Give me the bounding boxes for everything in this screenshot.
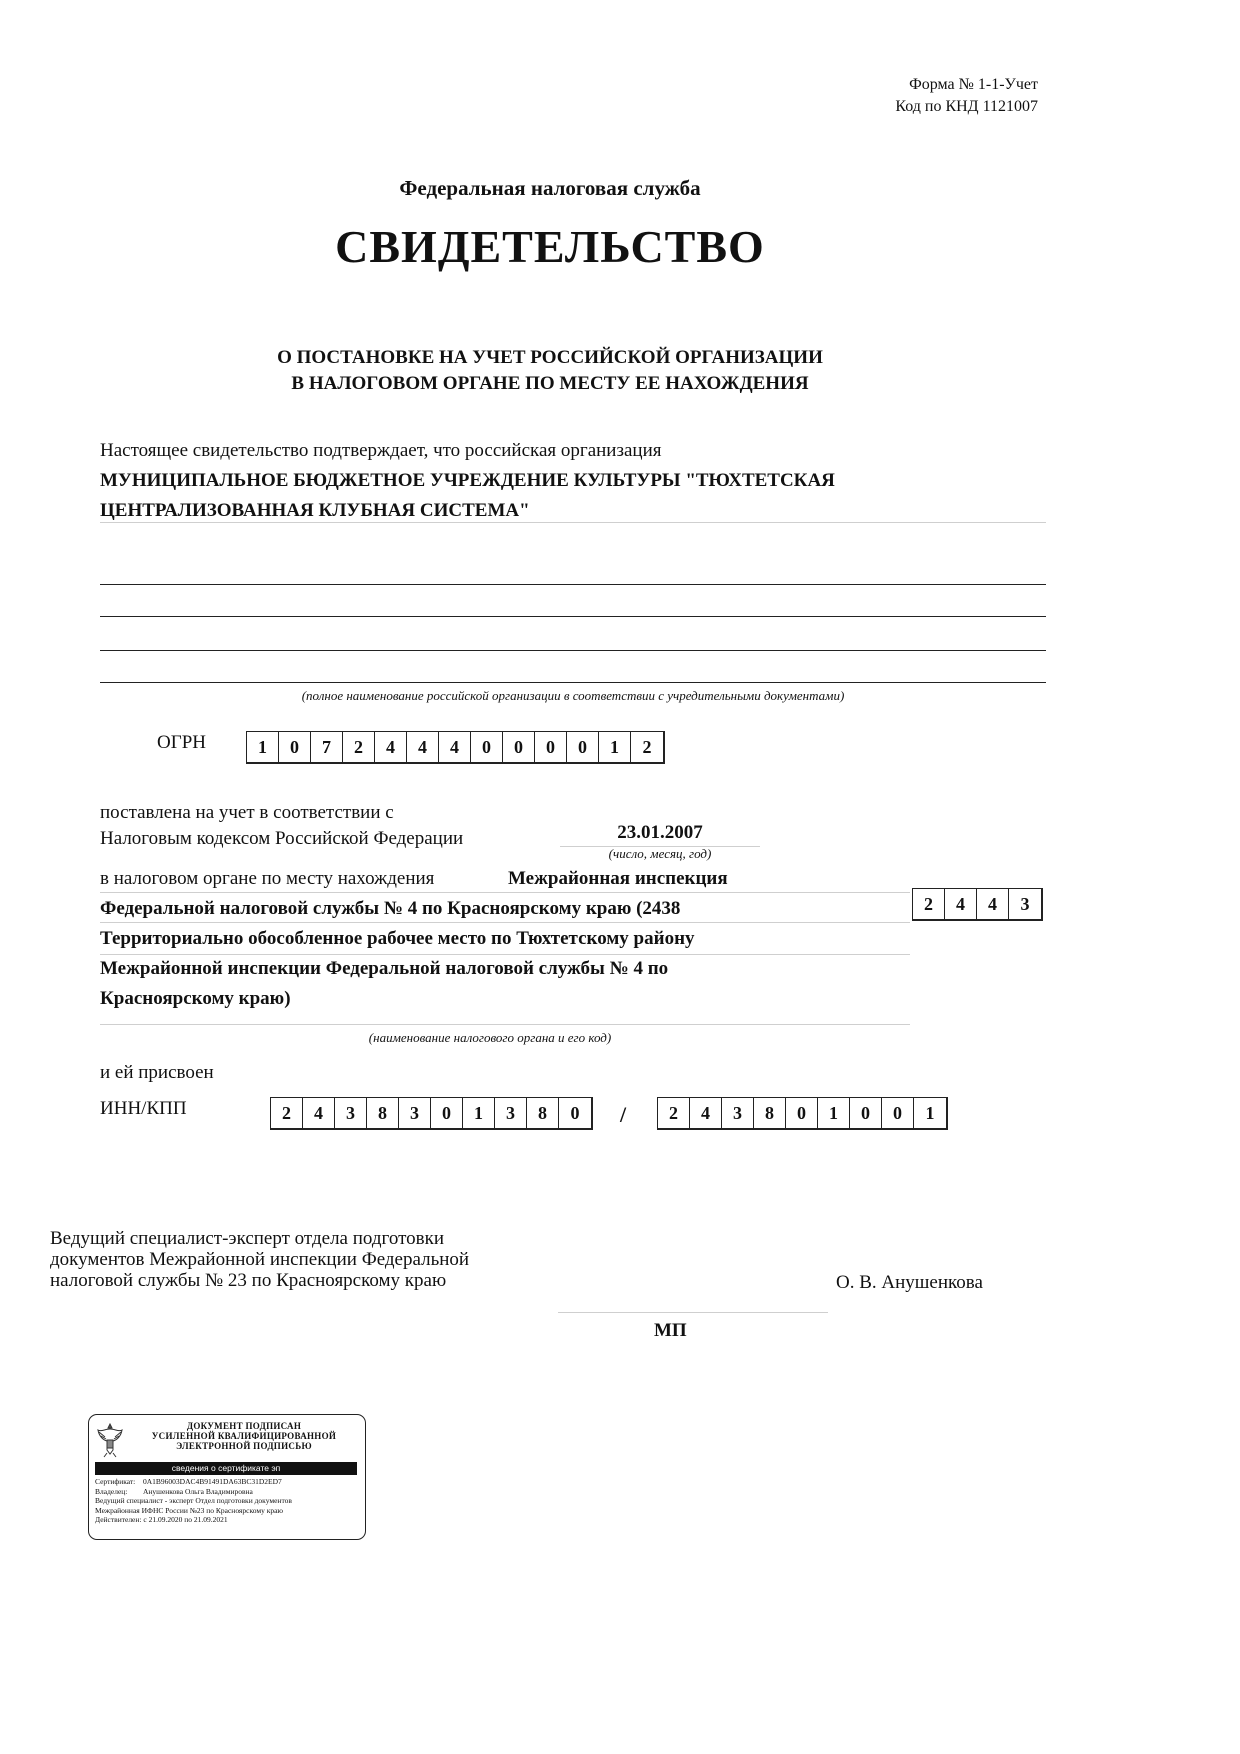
organization-line-1: МУНИЦИПАЛЬНОЕ БЮДЖЕТНОЕ УЧРЕЖДЕНИЕ КУЛЬТУРЫ "ТЮХТЕТСКАЯ: [100, 470, 835, 491]
kpp-digit: 8: [754, 1098, 786, 1128]
ogrn-digit: 4: [375, 732, 407, 762]
signatory-line-2: документов Межрайонной инспекции Федеральной: [50, 1249, 470, 1270]
stamp-title-line-1: ДОКУМЕНТ ПОДПИСАН: [186, 1421, 302, 1431]
inn-digit: 3: [495, 1098, 527, 1128]
ogrn-digit: 7: [311, 732, 343, 762]
divider: [100, 922, 910, 923]
signatory-position: [50, 1228, 469, 1291]
divider: [100, 1024, 910, 1025]
kpp-digit: 3: [722, 1098, 754, 1128]
signatory-line-1: Ведущий специалист-эксперт отдела подготовки: [50, 1228, 445, 1249]
kpp-digit: 1: [925, 1102, 935, 1123]
organization-note: (полное наименование российской организации в соответствии с учредительными документами): [301, 688, 845, 703]
inn-digit: 1: [463, 1098, 495, 1128]
cert-value: 0A1B96003DAC4B91491DA63BC31D2ED7: [143, 1477, 282, 1486]
inn-digit: 3: [399, 1098, 431, 1128]
inn-kpp-separator: /: [620, 1102, 627, 1127]
tax-code-digit: 2: [913, 889, 945, 919]
e-signature-stamp: [88, 1414, 366, 1540]
ogrn-digit: 0: [567, 732, 599, 762]
owner-label: Владелец:: [95, 1486, 128, 1496]
document-subtitle: [0, 345, 1100, 397]
stamp-title: [129, 1421, 359, 1451]
ogrn-digit: 0: [471, 732, 503, 762]
kpp-digit: 2: [658, 1098, 690, 1128]
ogrn-digit: 4: [407, 732, 439, 762]
form-header: [895, 74, 1038, 118]
signatory-name: О. В. Анушенкова: [836, 1272, 983, 1293]
blank-line: [100, 650, 1046, 651]
tax-authority-line-1: Межрайонная инспекция: [508, 868, 728, 889]
stamp-title-line-3: ЭЛЕКТРОННОЙ ПОДПИСЬЮ: [176, 1441, 312, 1451]
tax-authority-line-2: Федеральной налоговой службы № 4 по Красноярскому краю (2438: [100, 898, 681, 919]
subtitle-line-2: В НАЛОГОВОМ ОРГАНЕ ПО МЕСТУ ЕЕ НАХОЖДЕНИЯ: [291, 373, 809, 394]
inn-digit: 8: [527, 1098, 559, 1128]
validity: Действителен: с 21.09.2020 по 21.09.2021: [95, 1515, 228, 1525]
registered-line-2: Налоговым кодексом Российской Федерации: [100, 828, 464, 849]
kpp-digit: 0: [786, 1098, 818, 1128]
document-title: СВИДЕТЕЛЬСТВО: [335, 221, 765, 272]
inn-digit: 2: [271, 1098, 303, 1128]
subtitle-line-1: О ПОСТАНОВКЕ НА УЧЕТ РОССИЙСКОЙ ОРГАНИЗАЦИИ: [277, 347, 823, 368]
tax-code-digit: 3: [1020, 893, 1030, 914]
intro-text: Настоящее свидетельство подтверждает, что российская организация: [100, 440, 662, 461]
kpp-digit: 0: [850, 1098, 882, 1128]
ogrn-digit: 0: [503, 732, 535, 762]
stamp-details: [95, 1477, 292, 1525]
divider: [100, 522, 1046, 523]
tax-authority-line-5: Красноярскому краю): [100, 988, 291, 1009]
inn-digit: 0: [570, 1102, 580, 1123]
inn-kpp-label: ИНН/КПП: [100, 1098, 187, 1119]
signatory-line-3: налоговой службы № 23 по Красноярскому краю: [50, 1270, 447, 1291]
ogrn-digit: 1: [599, 732, 631, 762]
ogrn-digit: 1: [247, 732, 279, 762]
divider: [100, 954, 910, 955]
assigned-label: и ей присвоен: [100, 1062, 214, 1083]
tax-authority-line-3: Территориально обособленное рабочее место по Тюхтетскому району: [100, 928, 695, 949]
ogrn-digit: 0: [535, 732, 567, 762]
owner-value: Анушенкова Ольга Владимировна: [143, 1486, 253, 1496]
inn-digit: 4: [303, 1098, 335, 1128]
ogrn-digit: 2: [343, 732, 375, 762]
kpp-digit: 0: [882, 1098, 914, 1128]
tax-authority-code-cells: [912, 888, 1043, 921]
registered-line-1: поставлена на учет в соответствии с: [100, 802, 394, 823]
ogrn-digit: 2: [642, 736, 652, 757]
divider: [100, 892, 910, 893]
service-name: Федеральная налоговая служба: [399, 176, 701, 200]
ogrn-digit: 0: [279, 732, 311, 762]
kpp-cells: [657, 1097, 948, 1130]
blank-line: [100, 616, 1046, 617]
organization-name: [100, 466, 835, 526]
inn-cells: [270, 1097, 593, 1130]
coat-of-arms-icon: [95, 1420, 125, 1460]
inn-digit: 3: [335, 1098, 367, 1128]
tax-authority-note: (наименование налогового органа и его код): [368, 1030, 612, 1045]
tax-code-digit: 4: [945, 889, 977, 919]
tax-authority-line-4: Межрайонной инспекции Федеральной налоговой службы № 4 по: [100, 958, 669, 979]
inn-digit: 0: [431, 1098, 463, 1128]
ogrn-cells: [246, 731, 665, 764]
knd-code: Код по КНД 1121007: [895, 98, 1038, 115]
seal-mark: МП: [654, 1320, 687, 1341]
tax-code-digit: 4: [977, 889, 1009, 919]
date-note: (число, месяц, год): [608, 846, 712, 861]
stamp-cert-bar: сведения о сертификате эп: [95, 1462, 357, 1475]
registration-date: 23.01.2007: [617, 822, 703, 843]
registered-text: [100, 800, 463, 852]
tax-authority-prefix: в налоговом органе по месту нахождения: [100, 868, 435, 889]
role-line-1: Ведущий специалист - эксперт Отдел подготовки документов: [95, 1496, 292, 1506]
role-line-2: Межрайонная ИФНС России №23 по Красноярскому краю: [95, 1505, 284, 1515]
inn-digit: 8: [367, 1098, 399, 1128]
kpp-digit: 4: [690, 1098, 722, 1128]
cert-label: Сертификат:: [95, 1477, 136, 1486]
stamp-title-line-2: УСИЛЕННОЙ КВАЛИФИЦИРОВАННОЙ: [151, 1431, 337, 1441]
signature-line: [558, 1312, 828, 1313]
ogrn-digit: 4: [439, 732, 471, 762]
blank-line: [100, 682, 1046, 683]
organization-line-2: ЦЕНТРАЛИЗОВАННАЯ КЛУБНАЯ СИСТЕМА": [100, 500, 530, 521]
blank-line: [100, 584, 1046, 585]
ogrn-label: ОГРН: [157, 732, 206, 753]
kpp-digit: 1: [818, 1098, 850, 1128]
form-number: Форма № 1-1-Учет: [909, 76, 1038, 93]
